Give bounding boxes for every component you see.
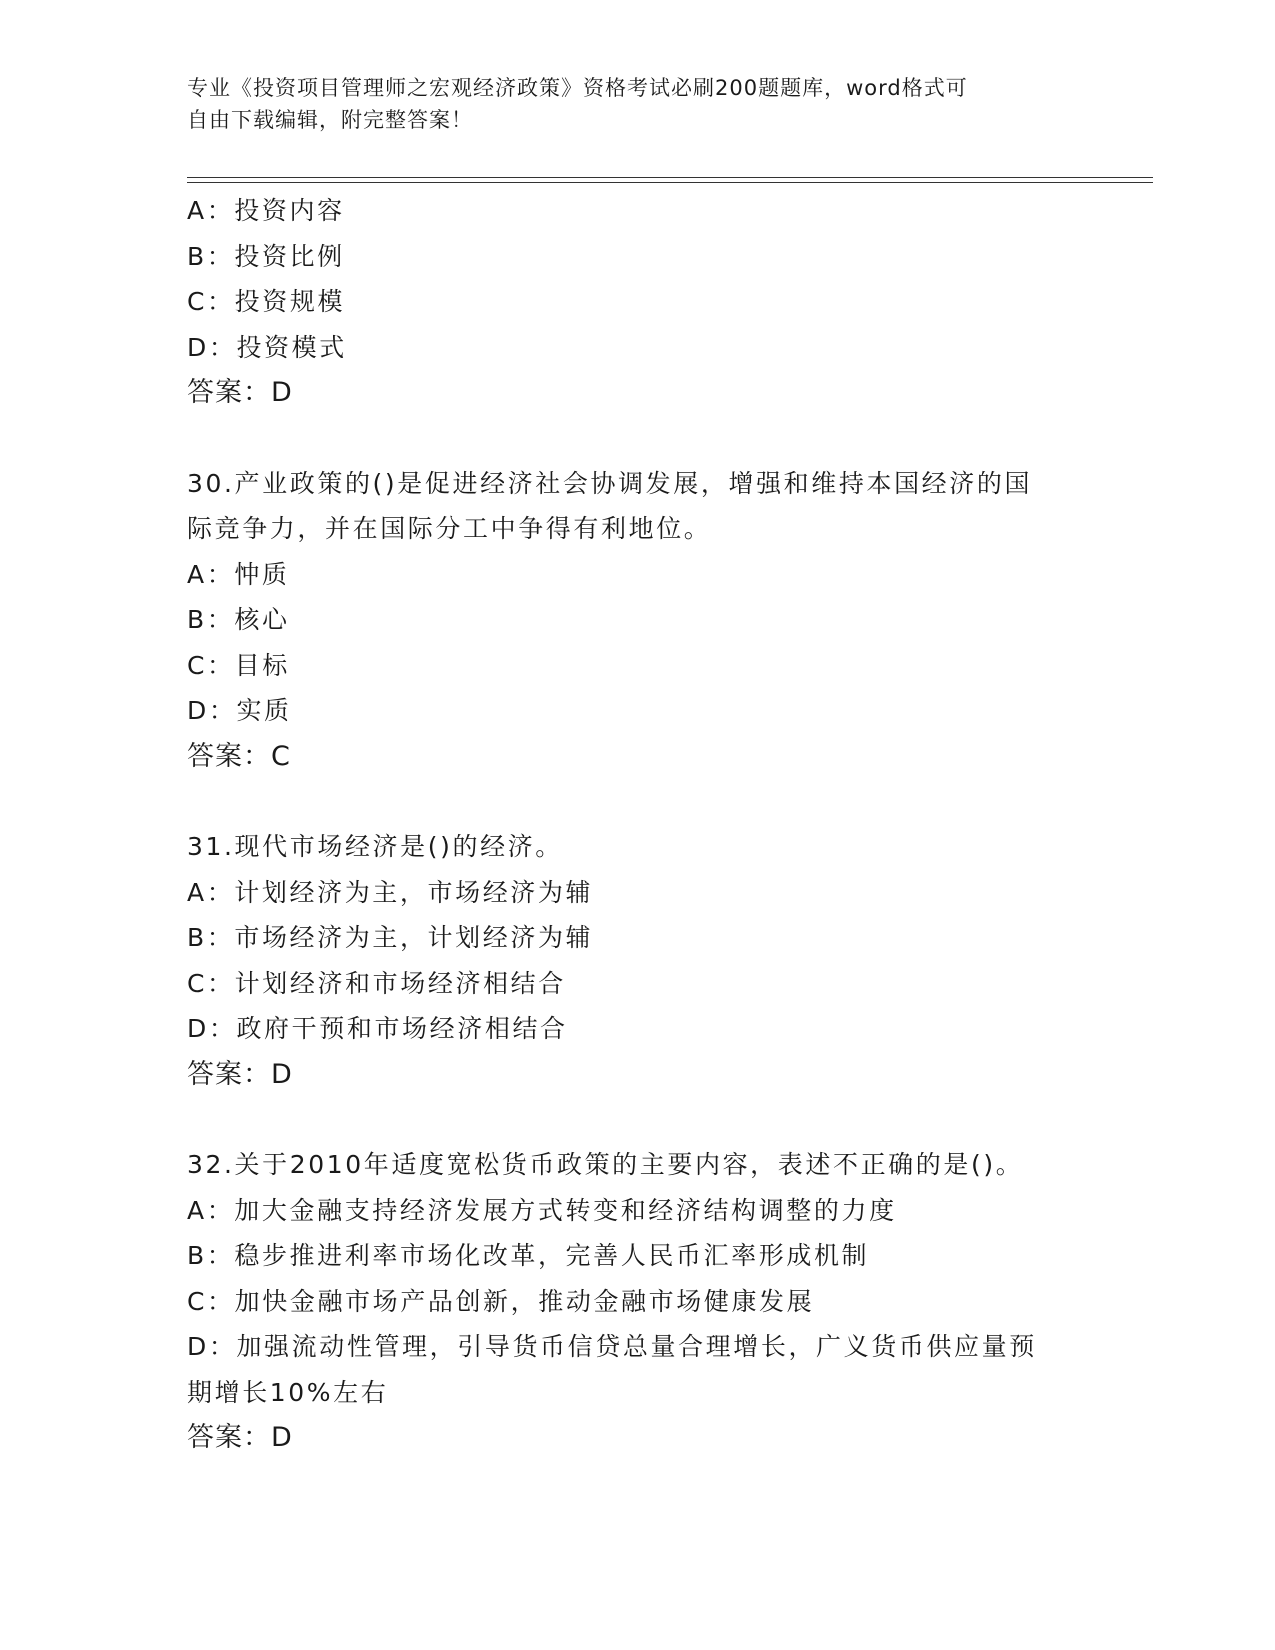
option-d: D：实质 — [187, 696, 292, 725]
option-b: B：投资比例 — [187, 241, 345, 271]
answer: 答案：D — [187, 1058, 293, 1090]
option-d: D：投资模式 — [187, 332, 347, 362]
question-stem-line-1: 32.关于2010年适度宽松货币政策的主要内容，表述不正确的是()。 — [187, 1150, 1024, 1179]
option-c: C：目标 — [187, 650, 290, 680]
answer: 答案：D — [187, 1422, 293, 1453]
question-30 — [187, 461, 1087, 780]
question-32 — [187, 1142, 1087, 1461]
option-d-line-2: 期增长10%左右 — [187, 1377, 389, 1407]
option-b: B：市场经济为主，计划经济为辅 — [187, 923, 594, 952]
header-divider-bottom — [187, 182, 1153, 183]
option-a: A：忡质 — [187, 559, 290, 589]
option-a: A：加大金融支持经济发展方式转变和经济结构调整的力度 — [187, 1195, 897, 1225]
spacer — [187, 416, 1087, 461]
header-line-1: 专业《投资项目管理师之宏观经济政策》资格考试必刷200题题库，word格式可 — [187, 76, 968, 100]
option-a: A：投资内容 — [187, 196, 345, 225]
question-stem-line-1: 30.产业政策的()是促进经济社会协调发展，增强和维持本国经济的国 — [187, 468, 1033, 498]
question-list — [187, 188, 1087, 1461]
option-c: C：投资规模 — [187, 287, 346, 316]
spacer — [187, 1097, 1087, 1142]
option-b: B：稳步推进利率市场化改革，完善人民币汇率形成机制 — [187, 1241, 870, 1270]
document-header — [187, 72, 1067, 136]
answer: 答案：C — [187, 740, 291, 772]
option-a: A：计划经济为主，市场经济为辅 — [187, 877, 594, 907]
question-29 — [187, 188, 1087, 416]
option-d: D：政府干预和市场经济相结合 — [187, 1014, 568, 1043]
spacer — [187, 779, 1087, 824]
header-divider-top — [187, 177, 1153, 178]
answer: 答案：D — [187, 377, 293, 408]
header-line-2: 自由下载编辑，附完整答案！ — [187, 108, 473, 132]
question-stem-line-2: 际竞争力，并在国际分工中争得有利地位。 — [187, 514, 712, 543]
option-c: C：加快金融市场产品创新，推动金融市场健康发展 — [187, 1286, 815, 1316]
option-b: B：核心 — [187, 605, 290, 634]
option-c: C：计划经济和市场经济相结合 — [187, 968, 566, 998]
question-stem-line-1: 31.现代市场经济是()的经济。 — [187, 832, 563, 861]
question-31 — [187, 824, 1087, 1097]
option-d-line-1: D：加强流动性管理，引导货币信贷总量合理增长，广义货币供应量预 — [187, 1332, 1037, 1361]
